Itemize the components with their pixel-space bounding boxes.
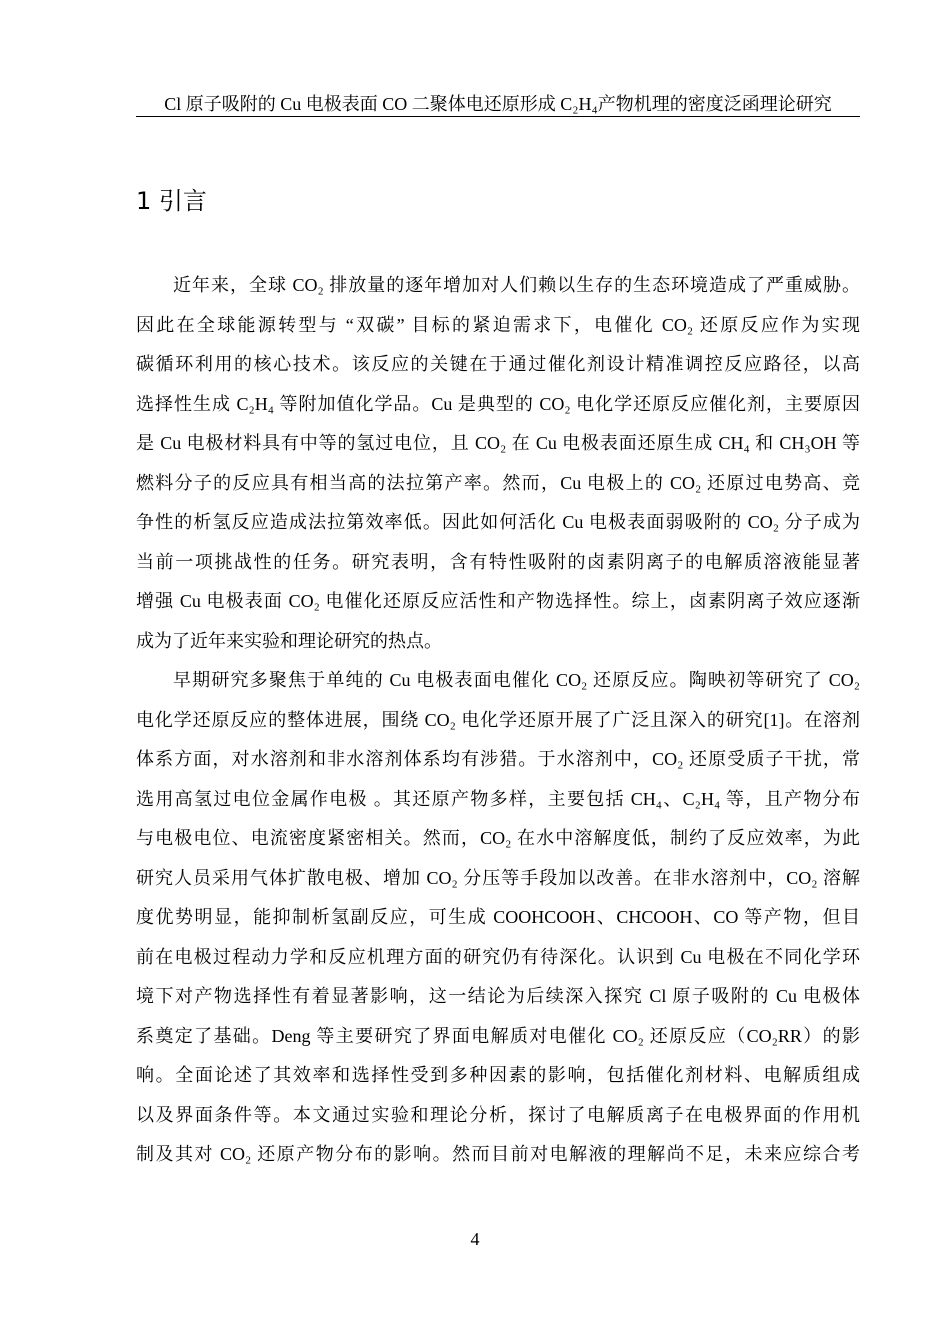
- paragraph-2: [136, 661, 860, 1175]
- text-line: 争性的析氢反应造成法拉第效率低。因此如何活化 Cu 电极表面弱吸附的 CO₂ 分子成为: [136, 512, 860, 532]
- text-line: 制及其对 CO₂ 还原产物分布的影响。然而目前对电解液的理解尚不足，未来应综合考: [136, 1144, 860, 1164]
- text-line: 境下对产物选择性有着显著影响，这一结论为后续深入探究 Cl 原子吸附的 Cu 电极体: [136, 986, 860, 1006]
- section-number: 1: [136, 187, 152, 215]
- header-rule: [136, 116, 860, 117]
- running-header: Cl 原子吸附的 Cu 电极表面 CO 二聚体电还原形成 C₂H₄产物机理的密度泛函理论研究: [164, 94, 832, 114]
- text-line: 前在电极过程动力学和反应机理方面的研究仍有待深化。认识到 Cu 电极在不同化学环: [136, 946, 860, 967]
- text-line: 成为了近年来实验和理论研究的热点。: [136, 630, 442, 651]
- text-line: 早期研究多聚焦于单纯的 Cu 电极表面电催化 CO₂ 还原反应。陶映初等研究了 CO₂: [173, 670, 860, 690]
- text-line: 与电极电位、电流密度紧密相关。然而，CO₂ 在水中溶解度低，制约了反应效率，为此: [136, 828, 860, 848]
- section-title: 引言: [158, 187, 207, 215]
- section-heading: [136, 185, 207, 217]
- text-line: 研究人员采用气体扩散电极、增加 CO₂ 分压等手段加以改善。在非水溶剂中，CO₂ 溶解: [136, 867, 860, 888]
- page-number: 4: [470, 1229, 480, 1249]
- text-line: 因此在全球能源转型与 “双碳” 目标的紧迫需求下，电催化 CO₂ 还原反应作为实现: [136, 314, 860, 335]
- text-line: 选择性生成 C₂H₄ 等附加值化学品。Cu 是典型的 CO₂ 电化学还原反应催化剂，主要原因: [136, 393, 860, 414]
- text-line: 电化学还原反应的整体进展，围绕 CO₂ 电化学还原开展了广泛且深入的研究[1]。在溶剂: [136, 709, 860, 730]
- text-line: 系奠定了基础。Deng 等主要研究了界面电解质对电催化 CO₂ 还原反应（CO₂RR）的影: [136, 1025, 860, 1046]
- text-line: 体系方面，对水溶剂和非水溶剂体系均有涉猎。于水溶剂中，CO₂ 还原受质子干扰，常: [136, 749, 860, 769]
- body-text: [136, 266, 860, 1175]
- text-line: 燃料分子的反应具有相当高的法拉第产率。然而，Cu 电极上的 CO₂ 还原过电势高、竞: [136, 472, 860, 493]
- text-line: 以及界面条件等。本文通过实验和理论分析，探讨了电解质离子在电极界面的作用机: [136, 1104, 860, 1125]
- text-line: 近年来，全球 CO₂ 排放量的逐年增加对人们赖以生存的生态环境造成了严重威胁。: [173, 275, 860, 295]
- text-line: 碳循环利用的核心技术。该反应的关键在于通过催化剂设计精准调控反应路径，以高: [136, 354, 860, 374]
- text-line: 是 Cu 电极材料具有中等的氢过电位，且 CO₂ 在 Cu 电极表面还原生成 CH₄ 和 CH₃OH 等: [136, 433, 860, 453]
- text-line: 响。全面论述了其效率和选择性受到多种因素的影响，包括催化剂材料、电解质组成: [136, 1065, 860, 1085]
- text-line: 度优势明显，能抑制析氢副反应，可生成 COOHCOOH、CHCOOH、CO 等产物，但目: [136, 907, 860, 927]
- text-line: 选用高氢过电位金属作电极 。其还原产物多样，主要包括 CH₄、C₂H₄ 等，且产物分布: [136, 788, 860, 809]
- text-line: 增强 Cu 电极表面 CO₂ 电催化还原反应活性和产物选择性。综上，卤素阴离子效应逐渐: [136, 591, 860, 611]
- text-line: 当前一项挑战性的任务。研究表明，含有特性吸附的卤素阴离子的电解质溶液能显著: [136, 551, 860, 572]
- paragraph-1: [136, 266, 860, 661]
